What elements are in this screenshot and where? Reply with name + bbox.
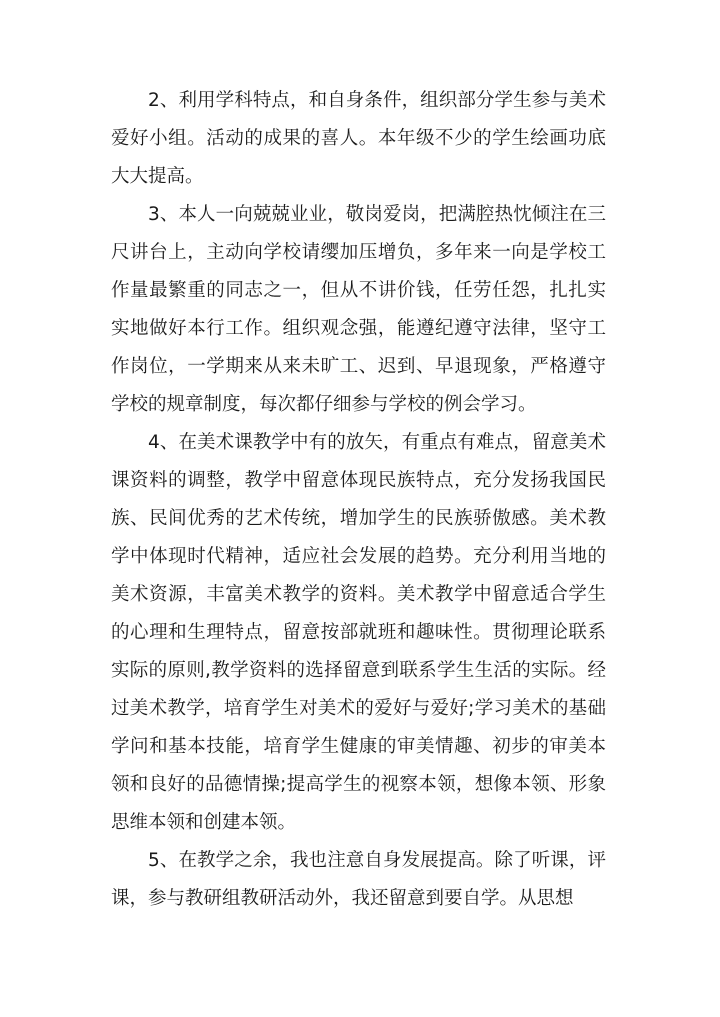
paragraph-3: 3、本人一向兢兢业业，敬岗爱岗，把满腔热忱倾注在三尺讲台上，主动向学校请缨加压增负，多年来一向是学校工作量最繁重的同志之一，但从不讲价钱，任劳任怨，扎扎实实地做好本行工作。组织观念强，能遵纪遵守法律，坚守工作岗位，一学期来从来未旷工、迟到、早退现象，严格遵守学校的规章制度，每次都仔细参与学校的例会学习。	[111, 204, 606, 415]
paragraph-4: 4、在美术课教学中有的放矢，有重点有难点，留意美术课资料的调整，教学中留意体现民族特点，充分发扬我国民族、民间优秀的艺术传统，增加学生的民族骄傲感。美术教学中体现时代精神，适应社会发展的趋势。充分利用当地的美术资源，丰富美术教学的资料。美术教学中留意适合学生的心理和生理特点，留意按部就班和趣味性。贯彻理论联系实际的原则,教学资料的选择留意到联系学生生活的实际。经过美术教学，培育学生对美术的爱好与爱好;学习美术的基础学问和基本技能，培育学生健康的审美情趣、初步的审美本领和良好的品德情操;提高学生的视察本领，想像本领、形象思维本领和创建本领。	[111, 432, 606, 833]
paragraph-5: 5、在教学之余，我也注意自身发展提高。除了听课，评课，参与教研组教研活动外，我还留意到要自学。从思想	[111, 850, 606, 909]
paragraph-2: 2、利用学科特点，和自身条件，组织部分学生参与美术爱好小组。活动的成果的喜人。本年级不少的学生绘画功底大大提高。	[111, 90, 606, 187]
